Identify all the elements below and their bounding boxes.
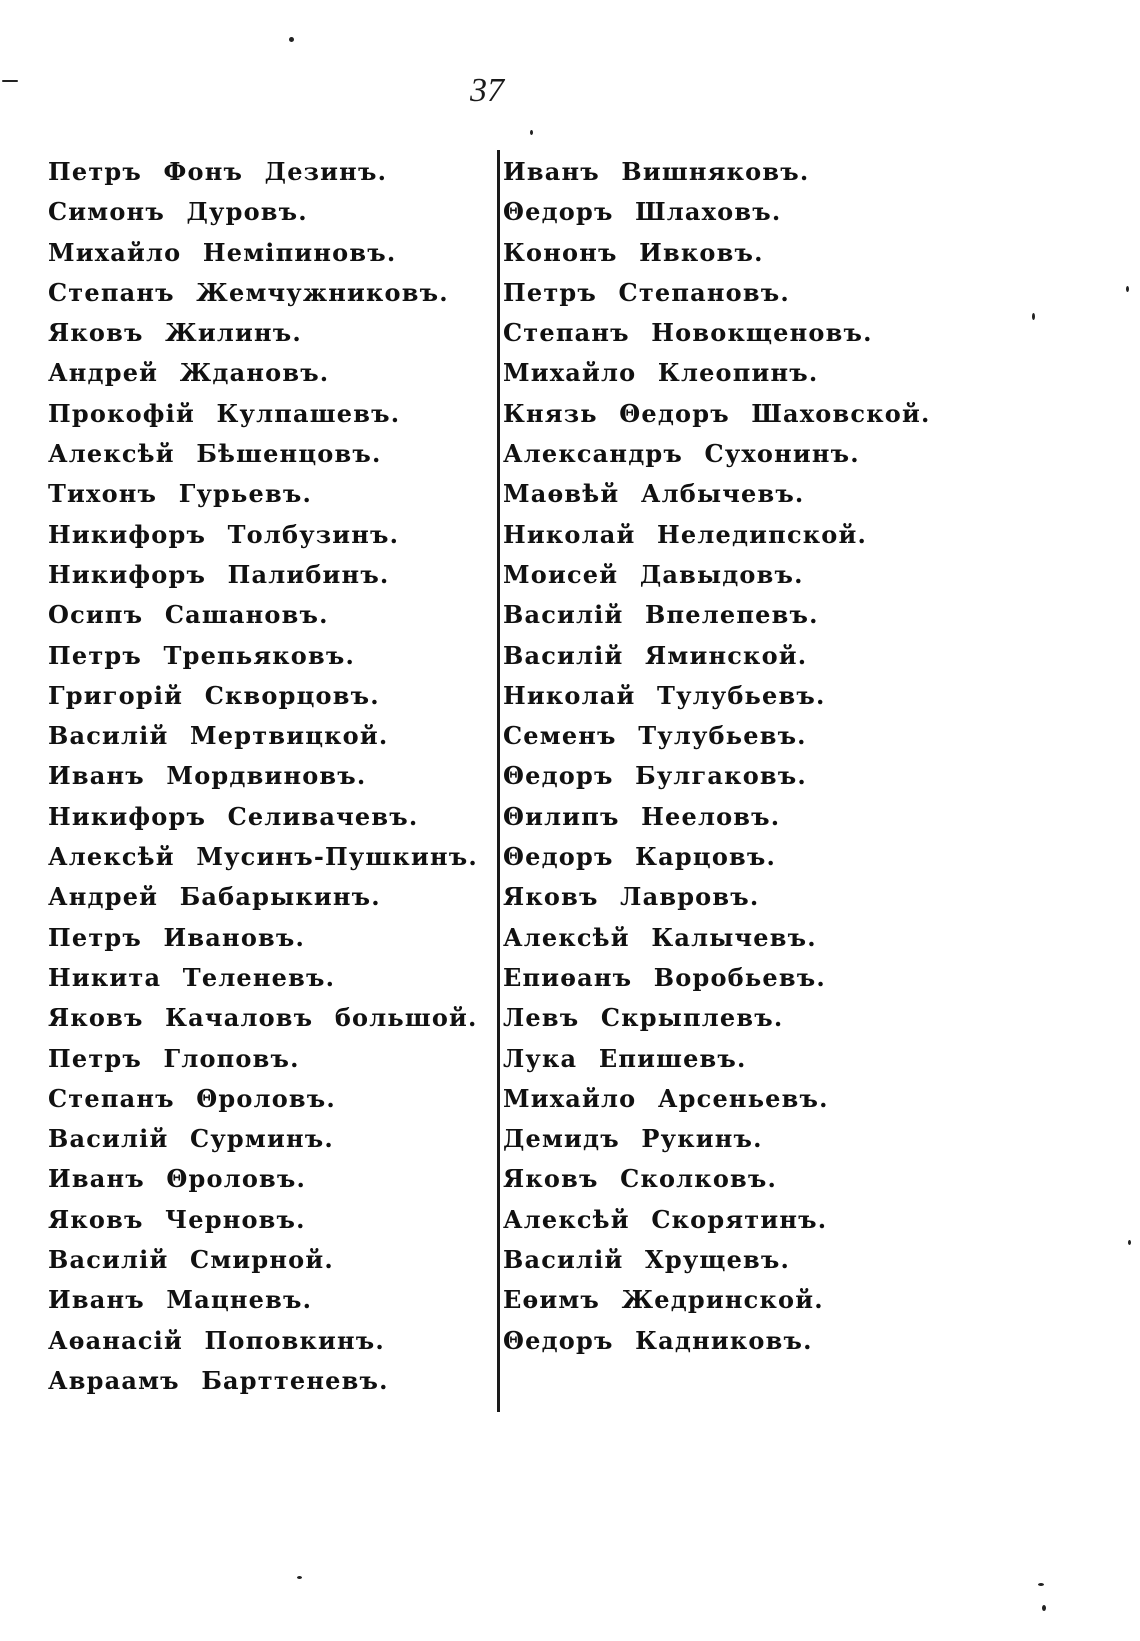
name-entry: Никита Теленевъ.	[48, 962, 336, 992]
name-entry: Яковъ Качаловъ большой.	[48, 1003, 478, 1033]
name-entry: Иванъ Вишняковъ.	[503, 157, 810, 186]
scan-speck	[297, 1576, 302, 1579]
name-entry: Θедоръ Шлаховъ.	[503, 197, 782, 227]
name-entry: Алексѣй Мусинъ-Пушкинъ.	[48, 842, 478, 872]
name-entry: Левъ Скрыплевъ.	[503, 1003, 784, 1033]
name-entry: Князь Θедоръ Шаховской.	[503, 398, 931, 428]
name-entry: Александръ Сухонинъ.	[503, 439, 860, 469]
name-entry: Петръ Фонъ Дезинъ.	[48, 157, 388, 186]
name-entry: Θилипъ Нееловъ.	[503, 801, 781, 831]
name-entry: Яковъ Черновъ.	[48, 1204, 306, 1234]
name-entry: Василій Яминской.	[503, 640, 808, 670]
scan-speck	[289, 37, 294, 42]
name-entry: Θедоръ Кадниковъ.	[503, 1325, 813, 1355]
name-entry: Аѳанасій Поповкинъ.	[48, 1325, 385, 1355]
name-entry: Степанъ Новокщеновъ.	[503, 318, 873, 348]
name-entry: Θедоръ Карцовъ.	[503, 842, 777, 872]
name-entry: Яковъ Жилинъ.	[48, 318, 302, 348]
name-entry: Θедоръ Булгаковъ.	[503, 761, 807, 791]
scan-speck	[1126, 286, 1129, 292]
name-entry: Яковъ Сколковъ.	[503, 1164, 778, 1194]
name-entry: Кононъ Ивковъ.	[503, 237, 764, 267]
name-entry: Василій Впелепевъ.	[503, 600, 819, 630]
name-entry: Прокофій Кулпашевъ.	[48, 398, 401, 428]
right-name-column	[503, 152, 931, 1361]
name-entry: Иванъ Мордвиновъ.	[48, 761, 367, 791]
name-entry: Никифоръ Палибинъ.	[48, 559, 390, 589]
scan-speck	[2, 80, 18, 82]
name-entry: Николай Тулубьевъ.	[503, 680, 826, 710]
name-entry: Демидъ Рукинъ.	[503, 1124, 763, 1154]
scan-speck	[1032, 313, 1035, 320]
name-entry: Михайло Неміпиновъ.	[48, 237, 397, 267]
name-entry: Алексѣй Скорятинъ.	[503, 1204, 828, 1234]
name-entry: Григорій Скворцовъ.	[48, 680, 380, 710]
scan-speck	[1042, 1605, 1046, 1611]
name-entry: Василій Хрущевъ.	[503, 1245, 791, 1275]
name-entry: Петръ Ивановъ.	[48, 922, 306, 952]
scan-speck	[530, 130, 533, 135]
column-divider	[497, 150, 500, 1412]
name-entry: Никифоръ Селивачевъ.	[48, 801, 419, 831]
name-entry: Алексѣй Бѣшенцовъ.	[48, 439, 382, 469]
name-entry: Андрей Бабарыкинъ.	[48, 882, 381, 912]
name-entry: Маѳвѣй Албычевъ.	[503, 479, 805, 509]
name-entry: Василій Смирной.	[48, 1245, 334, 1275]
page-number: 37	[470, 72, 504, 109]
left-name-column	[48, 152, 478, 1401]
name-entry: Епиѳанъ Воробьевъ.	[503, 962, 826, 992]
name-entry: Яковъ Лавровъ.	[503, 882, 760, 912]
name-entry: Никифоръ Толбузинъ.	[48, 519, 400, 549]
name-entry: Петръ Степановъ.	[503, 277, 790, 307]
name-entry: Иванъ Мацневъ.	[48, 1285, 313, 1315]
name-entry: Симонъ Дуровъ.	[48, 197, 308, 227]
name-entry: Андрей Ждановъ.	[48, 358, 330, 388]
name-entry: Лука Епишевъ.	[503, 1043, 747, 1073]
name-entry: Семенъ Тулубьевъ.	[503, 721, 807, 751]
name-entry: Авраамъ Барттеневъ.	[48, 1365, 389, 1395]
name-entry: Петръ Глоповъ.	[48, 1043, 300, 1073]
name-entry: Михайло Клеопинъ.	[503, 358, 819, 388]
name-entry: Тихонъ Гурьевъ.	[48, 479, 313, 509]
name-entry: Василій Сурминъ.	[48, 1124, 334, 1154]
name-entry: Петръ Трепьяковъ.	[48, 640, 356, 670]
name-entry: Еѳимъ Жедринской.	[503, 1285, 824, 1315]
name-entry: Николай Неледипской.	[503, 519, 868, 549]
name-entry: Осипъ Сашановъ.	[48, 600, 329, 630]
name-entry: Михайло Арсеньевъ.	[503, 1083, 829, 1113]
name-entry: Иванъ Θроловъ.	[48, 1164, 307, 1194]
name-entry: Василій Мертвицкой.	[48, 721, 389, 751]
scan-speck	[1128, 1240, 1131, 1245]
name-entry: Моисей Давыдовъ.	[503, 559, 804, 589]
scan-speck	[1038, 1583, 1044, 1586]
name-entry: Степанъ Θроловъ.	[48, 1083, 336, 1113]
name-entry: Степанъ Жемчужниковъ.	[48, 277, 449, 307]
name-entry: Алексѣй Калычевъ.	[503, 922, 817, 952]
